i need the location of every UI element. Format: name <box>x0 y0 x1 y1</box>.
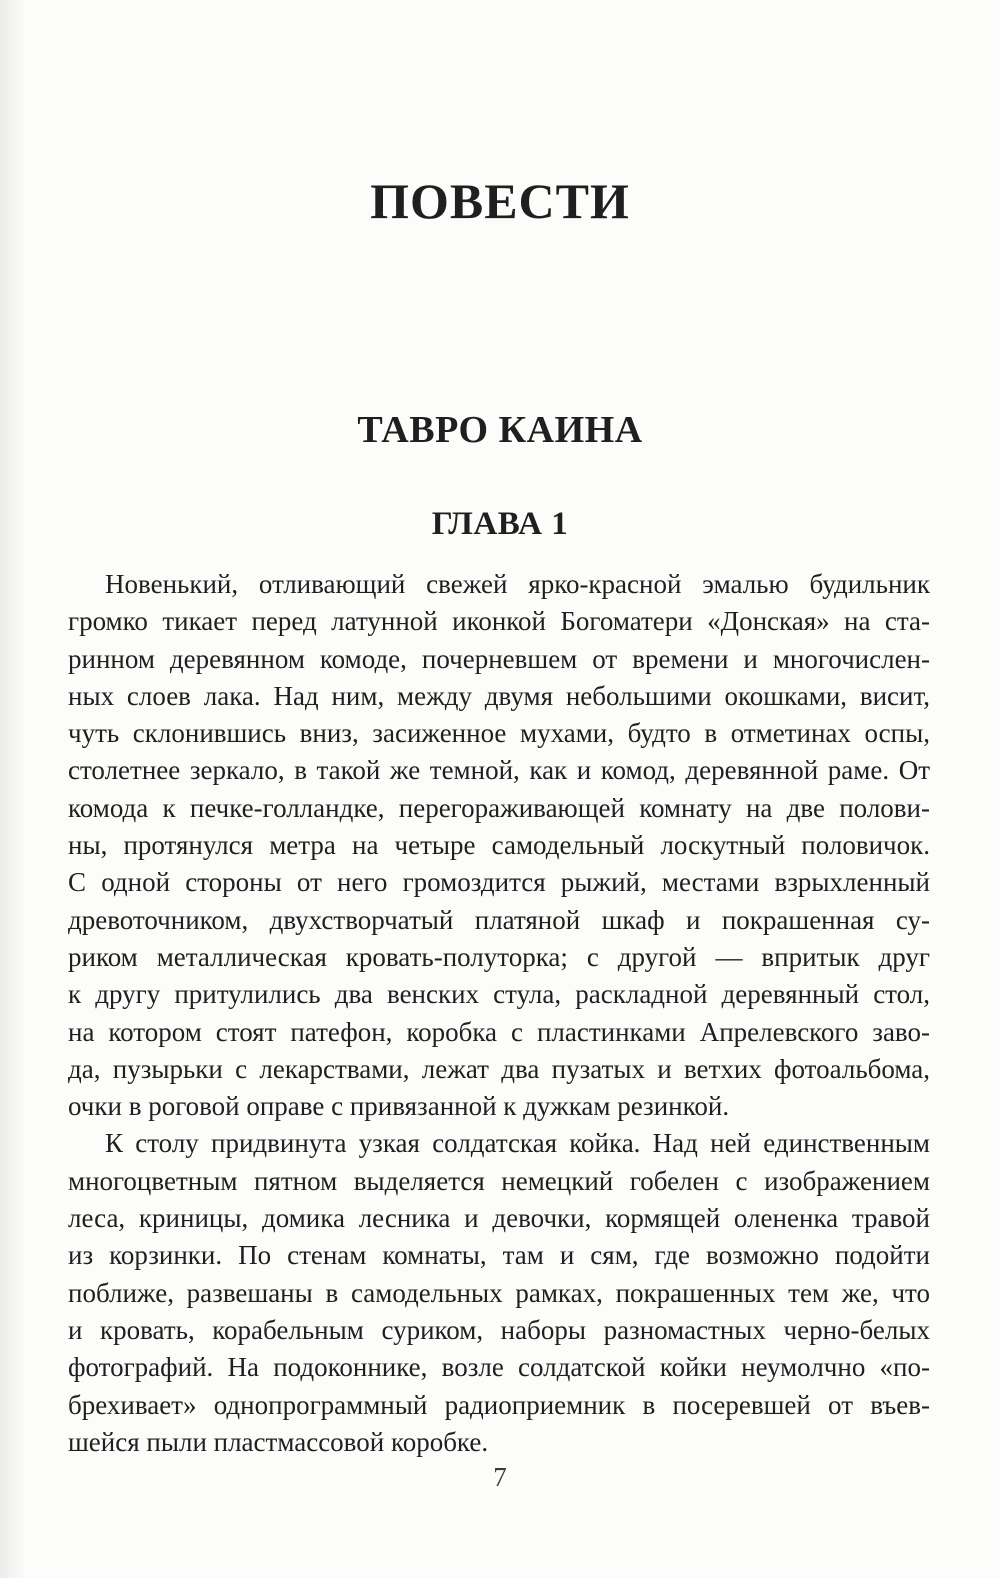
text-line: ных слоев лака. Над ним, между двумя небольшими окошками, висит, <box>68 680 930 711</box>
text-line: чуть склонившись вниз, засиженное мухами, будто в отметинах оспы, <box>68 718 930 749</box>
paragraph <box>68 566 930 1125</box>
text-line: риком металлическая кровать-полуторка; с другой — впритык друг <box>68 941 930 972</box>
body-text <box>68 566 930 1461</box>
chapter-title: ГЛАВА 1 <box>431 506 569 542</box>
text-line: ринном деревянном комоде, почерневшем от времени и многочислен- <box>68 643 930 674</box>
scan-shadow <box>0 0 26 1578</box>
text-line: да, пузырьки с лекарствами, лежат два пузатых и ветхих фотоальбома, <box>68 1053 930 1084</box>
text-line: многоцветным пятном выделяется немецкий гобелен с изображением <box>68 1165 930 1196</box>
text-line: ны, протянулся метра на четыре самодельный лоскутный половичок. <box>68 830 930 861</box>
paragraph <box>68 1125 930 1461</box>
story-title: ТАВРО КАИНА <box>357 409 643 451</box>
text-line: шейся пыли пластмассовой коробке. <box>68 1426 489 1457</box>
text-line: комода к печке-голландке, перегораживающей комнату на две полови- <box>68 792 930 823</box>
text-line: к другу притулились два венских стула, раскладной деревянный стол, <box>68 979 930 1010</box>
text-line: на котором стоят патефон, коробка с пластинками Апрелевского заво- <box>68 1016 930 1047</box>
text-line: столетнее зеркало, в такой же темной, как и комод, деревянной раме. От <box>68 755 930 786</box>
text-line: леса, криницы, домика лесника и девочки, кормящей олененка травой <box>68 1203 930 1234</box>
text-line: громко тикает перед латунной иконкой Богоматери «Донская» на ста- <box>68 606 930 637</box>
section-title: ПОВЕСТИ <box>370 173 630 229</box>
text-line: древоточником, двухстворчатый платяной шкаф и покрашенная су- <box>68 904 930 935</box>
text-line: брехивает» однопрограммный радиоприемник в посеревшей от въев- <box>68 1389 930 1420</box>
text-line: фотографий. На подоконнике, возле солдатской койки неумолчно «по- <box>68 1352 930 1383</box>
text-line: и кровать, корабельным суриком, наборы разномастных черно-белых <box>68 1314 930 1345</box>
text-line: из корзинки. По стенам комнаты, там и сям, где возможно подойти <box>68 1240 930 1271</box>
text-line: очки в роговой оправе с привязанной к дужкам резинкой. <box>68 1091 730 1122</box>
page-number: 7 <box>493 1462 507 1492</box>
text-line: поближе, развешаны в самодельных рамках, покрашенных тем же, что <box>68 1277 930 1308</box>
text-line: С одной стороны от него громоздится рыжий, местами взрыхленный <box>68 867 930 898</box>
text-line: Новенький, отливающий свежей ярко-красной эмалью будильник <box>105 569 930 599</box>
text-line: К столу придвинута узкая солдатская койка. Над ней единственным <box>105 1128 930 1159</box>
